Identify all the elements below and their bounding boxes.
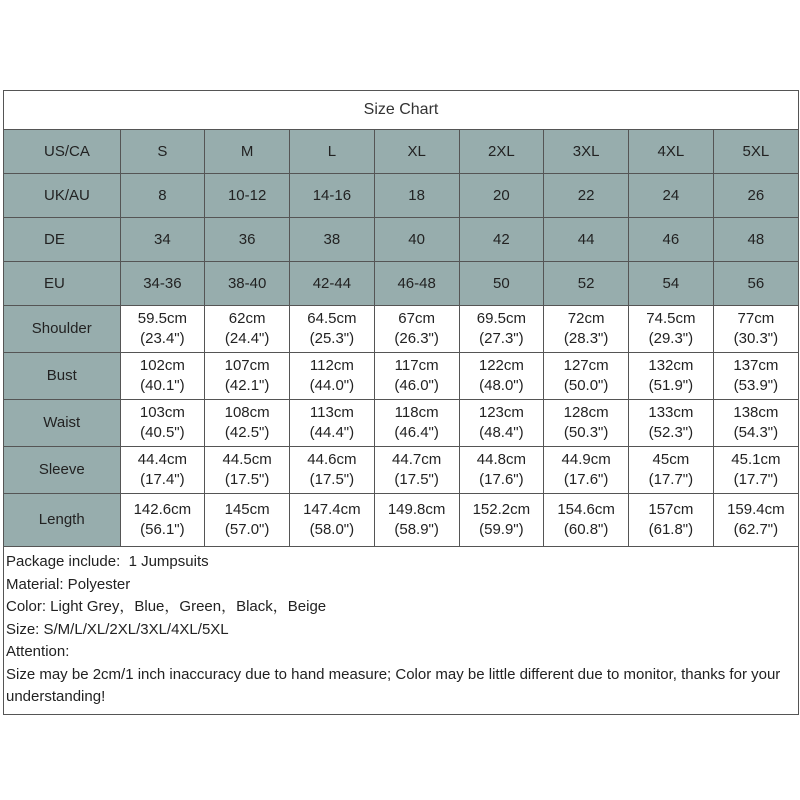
size-row — [4, 218, 798, 262]
measure-cell — [459, 494, 544, 547]
cm-value: 145cm — [224, 501, 270, 518]
inch-value: (60.8") — [563, 521, 609, 538]
cm-value: 154.6cm — [557, 501, 615, 518]
measure-cell — [290, 494, 375, 547]
row-label: UK/AU — [4, 174, 120, 218]
size-cell: 40 — [374, 218, 459, 262]
row-label: US/CA — [4, 130, 120, 174]
cm-value: 103cm — [139, 404, 185, 421]
measure-label: Waist — [4, 400, 120, 447]
inch-value: (17.4") — [140, 471, 185, 488]
inch-value: (17.6") — [563, 471, 609, 488]
cm-value: 72cm — [567, 310, 605, 327]
size-cell: 14-16 — [290, 174, 375, 218]
measure-label: Bust — [4, 353, 120, 400]
inch-value: (17.5") — [224, 471, 270, 488]
chart-title: Size Chart — [4, 91, 798, 130]
cm-value: 44.6cm — [307, 451, 357, 468]
measure-cell — [120, 400, 205, 447]
size-cell: 26 — [713, 174, 798, 218]
cm-value: 44.9cm — [561, 451, 611, 468]
measure-cell — [374, 400, 459, 447]
inch-value: (17.7") — [733, 471, 779, 488]
inch-value: (58.9") — [394, 521, 439, 538]
size-cell: 56 — [713, 262, 798, 306]
inch-value: (44.4") — [309, 424, 355, 441]
measure-cell — [205, 353, 290, 400]
measure-cell — [713, 494, 798, 547]
size-cell: 4XL — [629, 130, 714, 174]
measure-cell — [374, 306, 459, 353]
measure-row — [4, 494, 798, 547]
cm-value: 137cm — [733, 357, 779, 374]
measure-cell — [374, 447, 459, 494]
cm-value: 74.5cm — [646, 310, 696, 327]
package-note: Package include: 1 Jumpsuits — [6, 553, 209, 570]
measure-cell — [205, 400, 290, 447]
measure-row — [4, 306, 798, 353]
size-cell: 3XL — [544, 130, 629, 174]
inch-value: (54.3") — [733, 424, 779, 441]
inch-value: (17.5") — [309, 471, 355, 488]
measure-cell — [713, 447, 798, 494]
cm-value: 107cm — [224, 357, 270, 374]
measure-cell — [205, 447, 290, 494]
measure-cell — [290, 400, 375, 447]
cm-value: 128cm — [563, 404, 609, 421]
cm-value: 149.8cm — [387, 501, 446, 518]
product-notes — [4, 547, 798, 709]
inch-value: (40.5") — [140, 424, 185, 441]
size-table — [4, 130, 798, 547]
inch-value: (58.0") — [309, 521, 355, 538]
size-note: Size: S/M/L/XL/2XL/3XL/4XL/5XL — [6, 620, 229, 638]
cm-value: 59.5cm — [137, 310, 187, 327]
measure-cell — [459, 447, 544, 494]
measure-row — [4, 400, 798, 447]
inch-value: (61.8") — [648, 521, 694, 538]
measure-cell — [713, 353, 798, 400]
measure-cell — [629, 400, 714, 447]
size-cell: 46 — [629, 218, 714, 262]
size-chart-document — [3, 90, 799, 715]
row-label: DE — [4, 218, 120, 262]
measure-cell — [205, 306, 290, 353]
cm-value: 127cm — [563, 357, 609, 374]
inch-value: (17.5") — [394, 471, 439, 488]
size-cell: XL — [374, 130, 459, 174]
cm-value: 112cm — [309, 357, 354, 374]
inch-value: (59.9") — [479, 521, 524, 538]
cm-value: 142.6cm — [133, 501, 192, 518]
measure-label: Length — [4, 494, 120, 547]
size-row — [4, 262, 798, 306]
cm-value: 132cm — [648, 357, 694, 374]
measure-cell — [544, 400, 629, 447]
inch-value: (52.3") — [648, 424, 694, 441]
measure-row — [4, 353, 798, 400]
inch-value: (42.1") — [224, 377, 270, 394]
size-cell: 34 — [120, 218, 205, 262]
cm-value: 123cm — [478, 404, 524, 421]
cm-value: 157cm — [648, 501, 694, 518]
cm-value: 44.7cm — [392, 451, 442, 468]
size-cell: 22 — [544, 174, 629, 218]
cm-value: 67cm — [398, 310, 435, 327]
cm-value: 138cm — [733, 404, 779, 421]
measure-cell — [629, 353, 714, 400]
size-cell: 18 — [374, 174, 459, 218]
size-cell: 20 — [459, 174, 544, 218]
measure-cell — [120, 447, 205, 494]
inch-value: (30.3") — [733, 330, 779, 347]
measure-cell — [290, 306, 375, 353]
inch-value: (48.4") — [479, 424, 524, 441]
cm-value: 69.5cm — [476, 310, 526, 327]
inch-value: (53.9") — [733, 377, 779, 394]
size-cell: 10-12 — [205, 174, 290, 218]
size-cell: L — [290, 130, 375, 174]
size-cell: 42 — [459, 218, 544, 262]
inch-value: (26.3") — [394, 330, 439, 347]
inch-value: (40.1") — [140, 377, 185, 394]
material-note: Material: Polyester — [6, 575, 131, 593]
measure-cell — [459, 306, 544, 353]
cm-value: 152.2cm — [472, 501, 531, 518]
cm-value: 122cm — [478, 357, 524, 374]
size-cell: 54 — [629, 262, 714, 306]
size-row — [4, 174, 798, 218]
inch-value: (17.7") — [648, 471, 694, 488]
measure-cell — [290, 447, 375, 494]
inch-value: (17.6") — [479, 471, 524, 488]
cm-value: 117cm — [394, 357, 439, 374]
size-cell: 46-48 — [374, 262, 459, 306]
inch-value: (50.3") — [563, 424, 609, 441]
cm-value: 44.5cm — [222, 451, 272, 468]
measure-cell — [290, 353, 375, 400]
measure-cell — [205, 494, 290, 547]
size-cell: 44 — [544, 218, 629, 262]
row-label: EU — [4, 262, 120, 306]
cm-value: 45.1cm — [731, 451, 781, 468]
size-cell: 48 — [713, 218, 798, 262]
inch-value: (23.4") — [140, 330, 185, 347]
size-cell: 8 — [120, 174, 205, 218]
inch-value: (28.3") — [563, 330, 609, 347]
inch-value: (56.1") — [140, 521, 185, 538]
cm-value: 108cm — [224, 404, 270, 421]
size-cell: 24 — [629, 174, 714, 218]
measure-cell — [120, 494, 205, 547]
cm-value: 102cm — [139, 357, 185, 374]
measure-cell — [544, 447, 629, 494]
measure-cell — [374, 494, 459, 547]
size-cell: 52 — [544, 262, 629, 306]
measure-cell — [544, 306, 629, 353]
cm-value: 62cm — [228, 310, 266, 327]
size-cell: 5XL — [713, 130, 798, 174]
measure-cell — [120, 306, 205, 353]
size-cell: 34-36 — [120, 262, 205, 306]
cm-value: 118cm — [394, 404, 439, 421]
measure-label: Sleeve — [4, 447, 120, 494]
measure-cell — [544, 353, 629, 400]
inch-value: (24.4") — [224, 330, 270, 347]
size-cell: 50 — [459, 262, 544, 306]
inch-value: (46.0") — [394, 377, 439, 394]
cm-value: 44.4cm — [137, 451, 187, 468]
inch-value: (50.0") — [563, 377, 609, 394]
inch-value: (29.3") — [648, 330, 694, 347]
cm-value: 133cm — [648, 404, 694, 421]
size-cell: 38-40 — [205, 262, 290, 306]
measure-cell — [459, 353, 544, 400]
cm-value: 113cm — [309, 404, 354, 421]
attention-note: Attention: — [6, 643, 70, 660]
measure-cell — [544, 494, 629, 547]
inch-value: (48.0") — [479, 377, 524, 394]
measure-label: Shoulder — [4, 306, 120, 353]
size-cell: S — [120, 130, 205, 174]
inch-value: (44.0") — [309, 377, 355, 394]
color-note: Color: Light Grey，Blue，Green，Black，Beige — [6, 598, 327, 615]
size-cell: 38 — [290, 218, 375, 262]
measure-cell — [629, 306, 714, 353]
measure-cell — [629, 447, 714, 494]
size-cell: 36 — [205, 218, 290, 262]
inch-value: (51.9") — [648, 377, 694, 394]
measure-cell — [629, 494, 714, 547]
measure-cell — [713, 306, 798, 353]
measure-cell — [459, 400, 544, 447]
cm-value: 45cm — [652, 451, 690, 468]
measure-cell — [713, 400, 798, 447]
measure-row — [4, 447, 798, 494]
inch-value: (57.0") — [224, 521, 270, 538]
cm-value: 77cm — [737, 310, 775, 327]
cm-value: 44.8cm — [476, 451, 526, 468]
size-cell: M — [205, 130, 290, 174]
inch-value: (42.5") — [224, 424, 270, 441]
inch-value: (62.7") — [733, 521, 779, 538]
inch-value: (25.3") — [309, 330, 355, 347]
measure-cell — [374, 353, 459, 400]
cm-value: 64.5cm — [307, 310, 357, 327]
cm-value: 147.4cm — [303, 501, 361, 518]
size-cell: 42-44 — [290, 262, 375, 306]
size-cell: 2XL — [459, 130, 544, 174]
inch-value: (46.4") — [394, 424, 439, 441]
disclaimer-note: Size may be 2cm/1 inch inaccuracy due to hand measure; Color may be little different due to monitor, thanks for your understanding! — [6, 665, 785, 705]
cm-value: 159.4cm — [727, 501, 785, 518]
size-row — [4, 130, 798, 174]
measure-cell — [120, 353, 205, 400]
inch-value: (27.3") — [479, 330, 524, 347]
